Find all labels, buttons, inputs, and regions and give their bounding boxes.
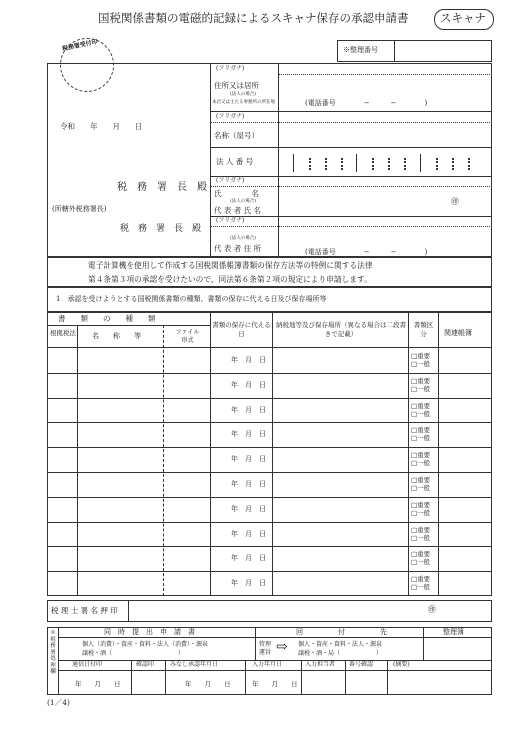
col-summary: (摘要) [393, 661, 410, 668]
row-date: 年 月 日 [231, 455, 266, 464]
application-date: 令和 年 月 日 [60, 122, 143, 131]
row-date: 年 月 日 [231, 480, 266, 488]
col-comm-date: 通信日付印 [72, 661, 103, 668]
address-tel: (電話番号 − − ) [305, 99, 428, 107]
rep-name-label: 氏 名 [214, 189, 259, 198]
office-use-side-label: ※税務署処理欄 [50, 630, 56, 675]
table-row [47, 348, 492, 373]
reception-stamp-label: 税務署受付印 [61, 38, 99, 53]
table-row [47, 373, 492, 398]
rep-addr-label: 代 表 者 住 所 [214, 244, 262, 253]
forward-label: 回 付 先 [296, 628, 387, 636]
table-row [47, 546, 492, 571]
row-class-important[interactable]: □重要 [411, 426, 431, 435]
row-date: 年 月 日 [231, 356, 266, 364]
row-class-important[interactable]: □重要 [411, 575, 431, 584]
row-class-general[interactable]: □一般 [411, 533, 431, 542]
row-class-important[interactable]: □重要 [411, 476, 431, 484]
mgmt-label: 管理運営 [259, 641, 272, 656]
table-row [47, 422, 492, 447]
col-confirm: 確認印 [136, 661, 155, 668]
rep-addr-sub: (法人の場合) [230, 236, 257, 241]
row-class-important[interactable]: □重要 [411, 500, 431, 509]
outside-tax-office-label: (所轄外税務署長) [52, 205, 107, 213]
row-class-general[interactable]: □一般 [411, 360, 431, 368]
row-class-important[interactable]: □重要 [411, 525, 431, 534]
table-row [47, 398, 492, 423]
row-date: 年 月 日 [231, 504, 266, 513]
row-date: 年 月 日 [231, 380, 266, 389]
header-date: 書類の保存に代える日 [212, 321, 271, 338]
header-class: 書類区分 [413, 321, 434, 338]
row-class-important[interactable]: □重要 [411, 352, 431, 360]
row-class-general[interactable]: □一般 [411, 583, 431, 592]
table-row [47, 522, 492, 547]
concurrent-line-2: 譲税・酒（ ） [82, 650, 185, 657]
name-furigana: (フリガナ) [216, 113, 245, 120]
forward-line-1: 個人・資産・資料・法人・源泉 [298, 641, 383, 648]
rep-furigana: (フリガナ) [216, 177, 245, 184]
address-furigana: (フリガナ) [216, 65, 245, 72]
row-date: 年 月 日 [231, 529, 266, 538]
input-date-ymd: 年 月 日 [252, 680, 298, 688]
rep-name-sub: (法人の場合) [230, 199, 257, 204]
forward-arrow-icon: ⇨ [276, 639, 288, 655]
row-class-important[interactable]: □重要 [411, 401, 431, 410]
address-sub-2: 本店又は主たる事務所の所在地 [212, 100, 275, 105]
forward-line-2: 譲税・酒・局（ ） [298, 650, 383, 657]
header-format: ファイル形式 [175, 329, 200, 344]
corp-number-boxes [293, 154, 492, 172]
table-row [47, 497, 492, 522]
row-class-general[interactable]: □一般 [411, 459, 431, 468]
header-name: 名 称 等 [92, 332, 141, 340]
rep-name-label-2: 代 表 者 氏 名 [214, 206, 262, 215]
table-row [47, 571, 492, 596]
header-law: 根拠税法 [50, 329, 76, 337]
concurrent-label: 同 時 提 出 申 請 書 [104, 628, 195, 636]
section1-label: 1 承認を受けようとする国税関係書類の種類、書類の保存に代える日及び保存場所等 [56, 295, 327, 303]
row-class-important[interactable]: □重要 [411, 550, 431, 559]
row-class-general[interactable]: □一般 [411, 409, 431, 418]
title-badge [434, 9, 494, 30]
header-ledger: 関連帳簿 [444, 329, 472, 337]
rep-addr-tel: (電話番号 − − ) [305, 248, 428, 256]
tax-accountant-seal: ㊞ [428, 605, 436, 614]
col-number-check: 番号確認 [349, 661, 374, 668]
tax-accountant-label: 税 理 士 署 名 押 印 [51, 606, 118, 615]
row-class-important[interactable]: □重要 [411, 451, 431, 460]
statement-line-2: 第４条第３項の承認を受けたいので、同法第６条第２項の規定により申請します。 [88, 275, 372, 284]
comm-date-ymd: 年 月 日 [75, 680, 121, 688]
address-label: 住所又は居所 [214, 81, 259, 90]
table-row [47, 472, 492, 497]
row-class-general[interactable]: □一般 [411, 508, 431, 517]
statement-line-1: 電子計算機を使用して作成する国税関係帳簿書類の保存方法等の特例に関する法律 [88, 261, 373, 270]
tax-office-name: 税 務 署 長 殿 [117, 182, 207, 193]
col-input-date: 入力年月日 [252, 661, 283, 668]
row-date: 年 月 日 [231, 405, 266, 414]
row-class-general[interactable]: □一般 [411, 384, 431, 393]
ledger-label: 整理簿 [443, 628, 464, 636]
title-badge-text: スキャナ [440, 11, 486, 25]
col-deemed-date: みなし承認年月日 [170, 661, 219, 668]
tax-office-name-2: 税 務 署 長 殿 [120, 224, 202, 234]
header-place: 納税地等及び保存場所（異なる場合は二段書きで記載） [276, 321, 406, 338]
row-class-general[interactable]: □一般 [411, 434, 431, 443]
row-class-general[interactable]: □一般 [411, 484, 431, 492]
table-row [47, 447, 492, 472]
row-class-important[interactable]: □重要 [411, 376, 431, 385]
col-input-person: 入力担当者 [305, 661, 336, 668]
corp-number-label: 法 人 番 号 [216, 157, 254, 166]
row-date: 年 月 日 [231, 430, 266, 439]
seiri-number-label: ※整理番号 [343, 46, 378, 54]
rep-addr-furigana: (フリガナ) [216, 217, 245, 224]
header-kind: 書 類 の 種 類 [58, 314, 156, 323]
row-date: 年 月 日 [231, 554, 266, 563]
concurrent-line-1: 個人（消費）・資産・資料・法人（消費）・源泉 [82, 641, 209, 648]
document-title: 国税関係書類の電磁的記録によるスキャナ保存の承認申請書 [98, 11, 409, 25]
address-sub: (法人の場合) [230, 92, 257, 97]
rep-seal-mark: ㊞ [451, 197, 459, 206]
row-class-general[interactable]: □一般 [411, 558, 431, 567]
deemed-date-ymd: 年 月 日 [185, 680, 231, 688]
page-number: (1／4) [47, 698, 70, 707]
row-date: 年 月 日 [231, 579, 266, 588]
name-label: 名称（屋号） [214, 131, 259, 140]
